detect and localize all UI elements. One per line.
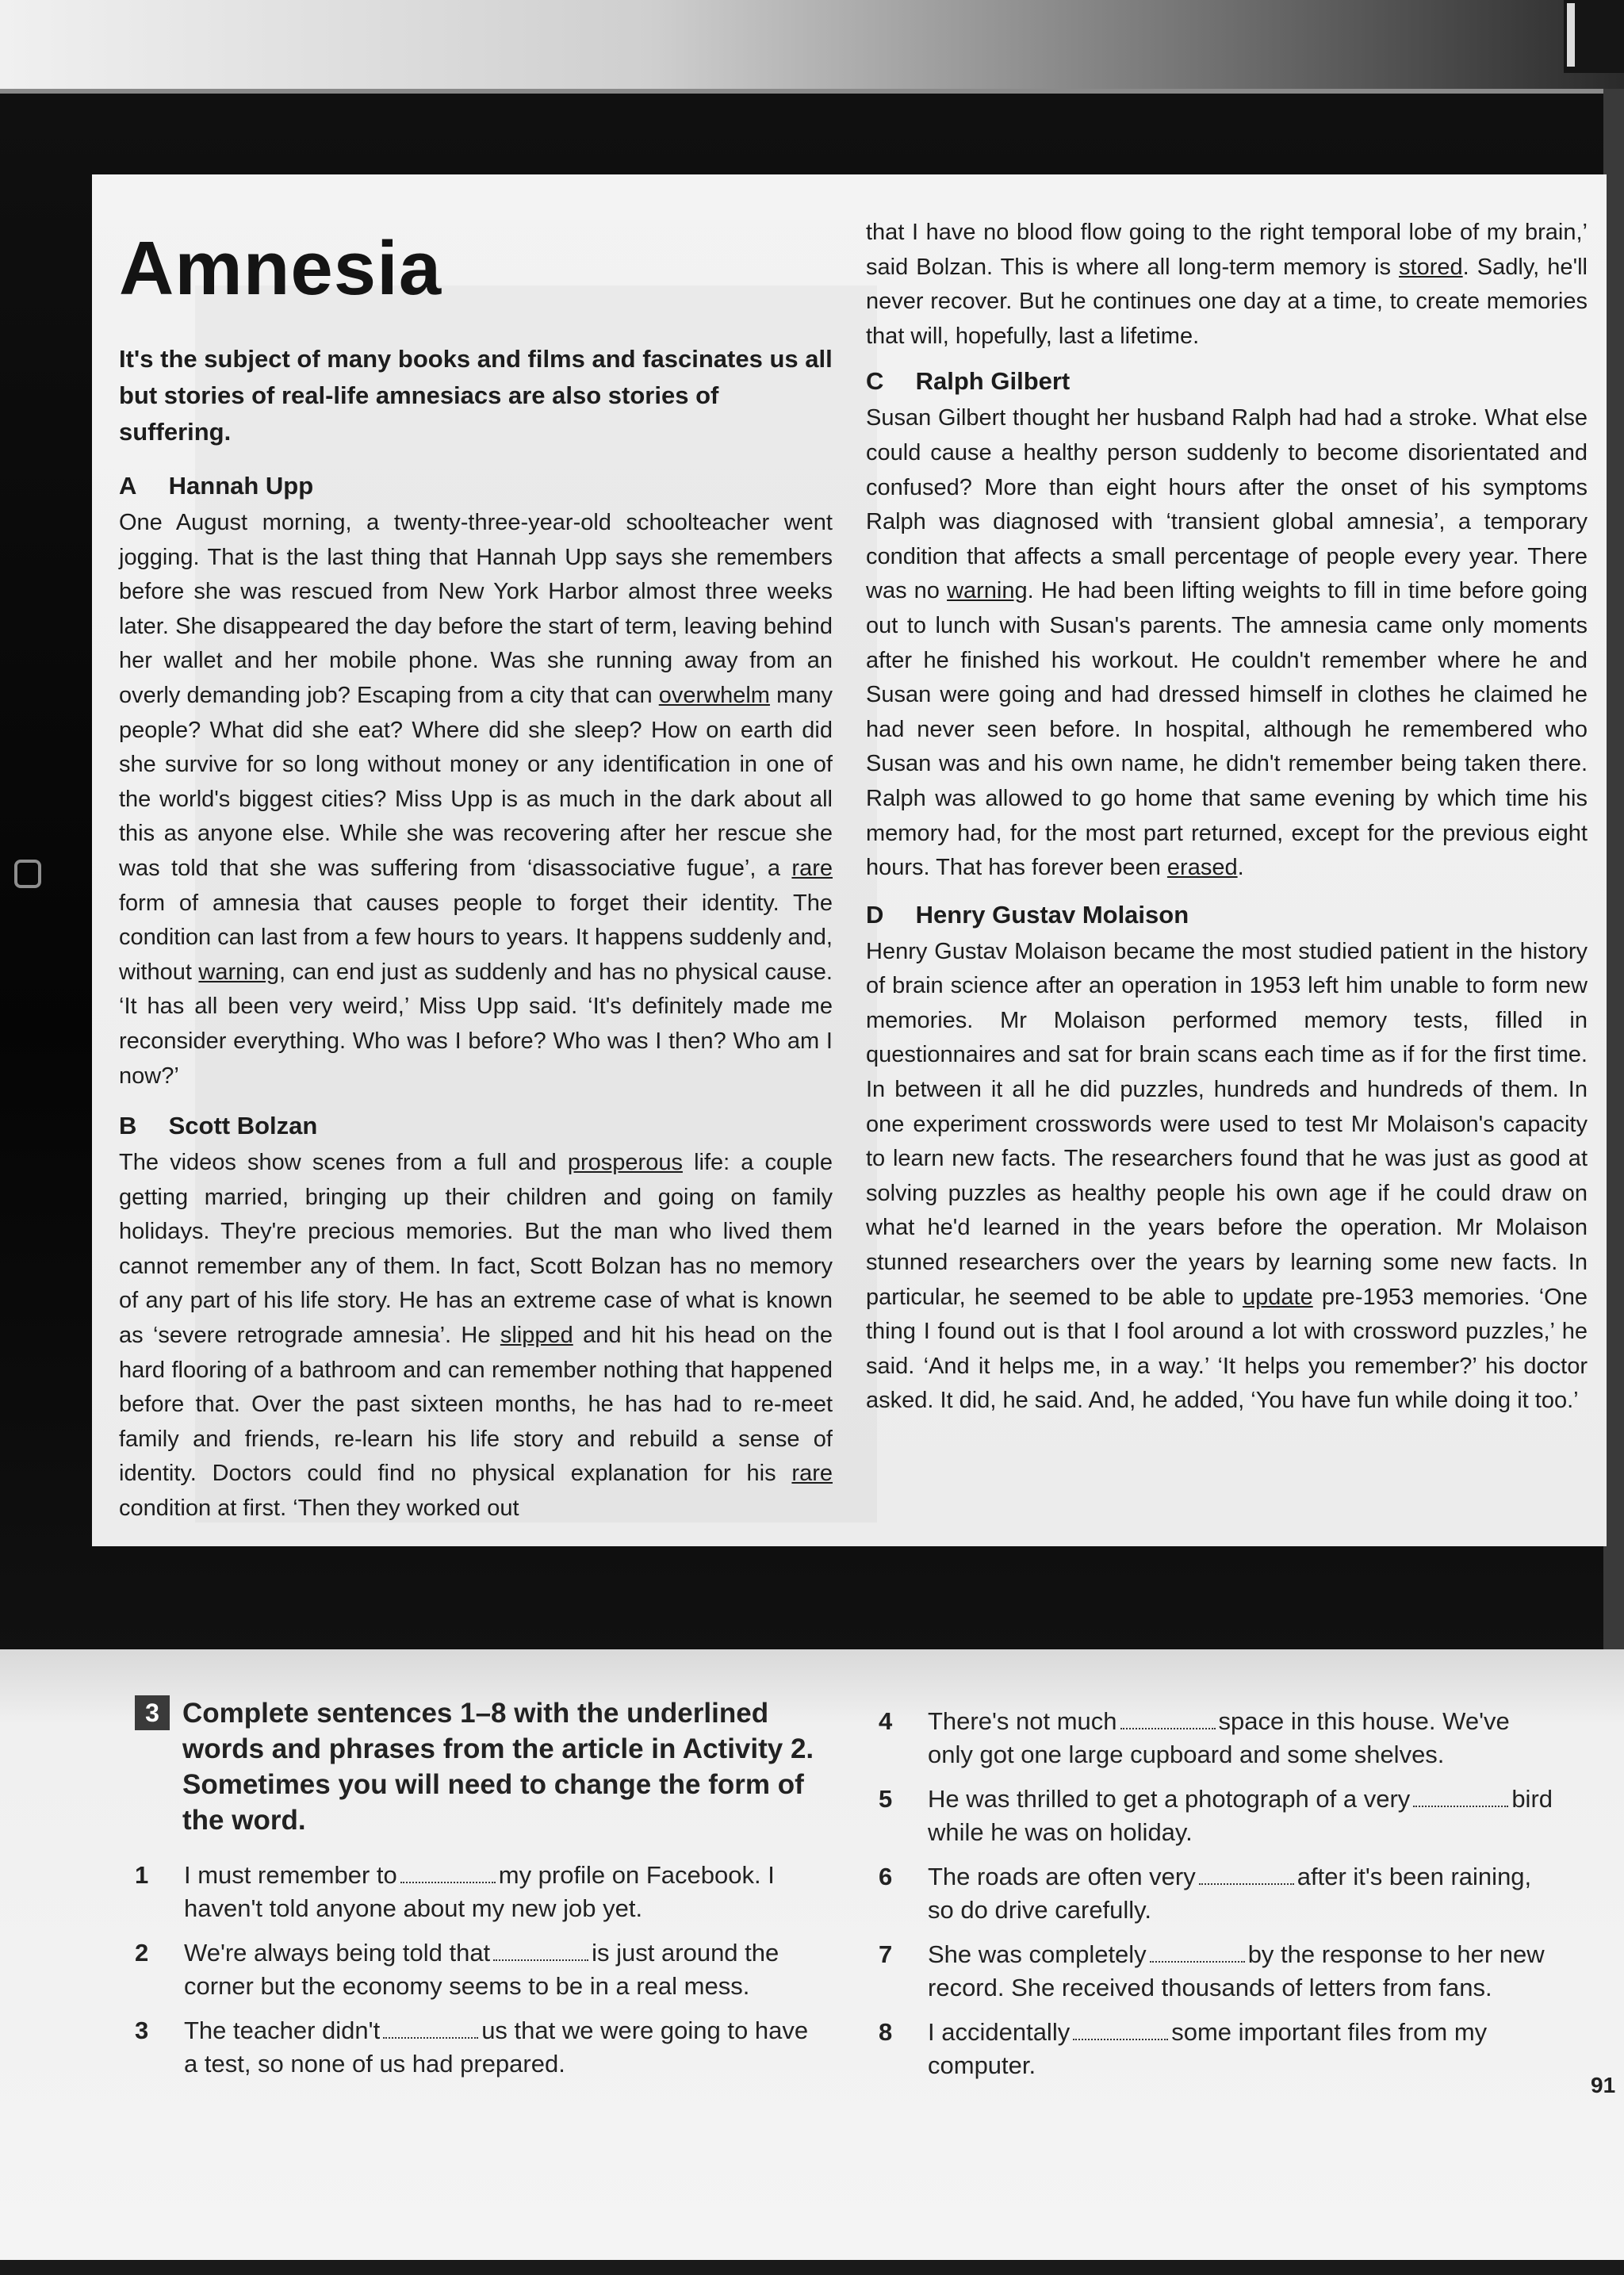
exercise-item — [135, 1936, 817, 2003]
item-text-before: We're always being told that — [184, 1939, 491, 1967]
page-bottom-edge — [0, 2260, 1624, 2275]
answer-blank[interactable] — [383, 2018, 478, 2039]
section-paragraph-b: The videos show scenes from a full and prosperous life: a couple getting married, bringing up their children and going on family holidays. They're precious memories. But the man who lived them cannot remember any of them. In fact, Scott Bolzan has no memory of any part of his life story. He has an extreme case of what is known as ‘severe retrograde amnesia’. He slipped and hit his head on the hard flooring of a bathroom and can remember nothing that happened before that. Over the past sixteen months, he has had to re-meet family and friends, re-learn his life story and rebuild a sense of identity. Doctors could find no physical explanation for his rare condition at first. ‘Then they worked out — [119, 1150, 833, 1522]
item-number: 4 — [879, 1707, 893, 1735]
item-text-after: by the response to her new record. She received thousands of letters from fans. — [928, 1940, 1545, 2001]
exercise-header — [135, 1695, 817, 1838]
item-number: 5 — [879, 1785, 893, 1813]
section-name: Henry Gustav Molaison — [915, 900, 1189, 929]
item-text-after: some important files from my computer. — [928, 2018, 1488, 2079]
item-text-before: I must remember to — [184, 1861, 397, 1889]
section-name: Ralph Gilbert — [915, 367, 1071, 396]
binder-tab-slot — [1567, 3, 1575, 67]
section-letter: D — [866, 900, 884, 929]
item-text-after: bird while he was on holiday. — [928, 1785, 1553, 1846]
item-number: 3 — [135, 2016, 149, 2044]
item-number: 8 — [879, 2018, 893, 2046]
section-paragraph-c: Susan Gilbert thought her husband Ralph had had a stroke. What else could cause a healthy person suddenly to become disorientated and confused? More than eight hours after the onset of his symptoms Ralph was diagnosed with ‘transient global amnesia’, a temporary condition that affects a small percentage of people every year. There was no warning. He had been lifting weights to fill in time before going out to lunch with Susan's parents. The amnesia came only moments after he finished his workout. He couldn't remember where he and Susan were going and had dressed himself in clothes he claimed he had never seen before. In hospital, although he remembered who Susan was and his own name, he didn't remember being taken there. Ralph was allowed to go home that same evening by which time his memory had, for the most part returned, except for the previous eight hours. That has forever been erased. — [866, 405, 1588, 881]
section-paragraph-a: One August morning, a twenty-three-year-old schoolteacher went jogging. That is the last thing that Hannah Upp says she remembers before she was rescued from New York Harbor almost three weeks later. She disappeared the day before the start of term, leaving behind her wallet and her mobile phone. Was she running away from an overly demanding job? Escaping from a city that can overwhelm many people? What did she eat? Where did she sleep? How on earth did she survive for so long without money or any identification in one of the world's biggest cities? Miss Upp is as much in the dark about all this as anyone else. While she was recovering after her rescue she was told that she was suffering from ‘disassociative fugue’, a rare form of amnesia that causes people to forget their identity. The condition can last from a few hours to years. It happens suddenly and, without warning, can end just as suddenly and has no physical cause. ‘It has all been very weird,’ Miss Upp said. ‘It's definitely made me reconsider everything. Who was I before? Who was I then? Who am I now?’ — [119, 510, 833, 1089]
answer-blank[interactable] — [400, 1863, 496, 1883]
item-text — [928, 1783, 1561, 1849]
section-name: Hannah Upp — [168, 472, 314, 500]
item-text-after: after it's been raining, so do drive carefully. — [928, 1863, 1532, 1924]
section-letter: B — [119, 1112, 137, 1140]
item-text — [184, 1859, 817, 1925]
item-text — [928, 1860, 1561, 1927]
item-text-before: I accidentally — [928, 2018, 1071, 2046]
section-heading-c — [866, 365, 1588, 398]
exercise-right-column — [879, 1705, 1561, 2093]
item-text-after: us that we were going to have a test, so none of us had prepared. — [184, 2016, 809, 2078]
page-number: 91 — [1591, 2073, 1616, 2097]
item-number: 1 — [135, 1861, 149, 1889]
tablet-screen — [92, 174, 1607, 1546]
answer-blank[interactable] — [1120, 1709, 1216, 1729]
section-heading-a — [119, 469, 833, 503]
item-text — [928, 2016, 1561, 2082]
exercise-item — [879, 1783, 1561, 1849]
item-text-after: is just around the corner but the economy seems to be in a real mess. — [184, 1939, 779, 2000]
item-number: 2 — [135, 1939, 149, 1967]
item-text — [184, 1936, 817, 2003]
answer-blank[interactable] — [1073, 2020, 1168, 2040]
exercise-item — [879, 1938, 1561, 2005]
answer-blank[interactable] — [1199, 1864, 1294, 1885]
article-right-column — [866, 216, 1588, 1430]
section-paragraph-b-continued: that I have no blood flow going to the right temporal lobe of my brain,’ said Bolzan. This is where all long-term memory is stored. Sadly, he'll never recover. But he continues one day at a time, to create memories that will, hopefully, last a lifetime. — [866, 220, 1588, 349]
exercise-instruction: Complete sentences 1–8 with the underlined words and phrases from the article in Activity 2. Sometimes you will need to change the form of the word. — [182, 1698, 814, 1836]
section-letter: A — [119, 472, 137, 500]
exercise-left-column — [135, 1695, 817, 2092]
section-heading-d — [866, 898, 1588, 932]
item-text-before: She was completely — [928, 1940, 1147, 1968]
item-text-before: The roads are often very — [928, 1863, 1196, 1890]
exercise-item — [879, 2016, 1561, 2082]
article-left-column — [119, 174, 833, 1539]
section-heading-b — [119, 1109, 833, 1143]
section-name: Scott Bolzan — [168, 1112, 318, 1140]
answer-blank[interactable] — [1150, 1942, 1245, 1963]
item-text — [184, 2014, 817, 2081]
answer-blank[interactable] — [1413, 1787, 1508, 1807]
exercise-item — [135, 2014, 817, 2081]
exercise-item — [135, 1859, 817, 1925]
section-paragraph-d: Henry Gustav Molaison became the most studied patient in the history of brain science after an operation in 1953 left him unable to form new memories. Mr Molaison performed memory tests, filled in questionnaires and sat for brain scans each time as if for the first time. In between it all he did puzzles, hundreds and hundreds of them. In one experiment crosswords were used to test Mr Molaison's capacity to learn new facts. The researchers found that he was just as good at solving puzzles as healthy people his own age if he could draw on what he'd learned in the years before the operation. Mr Molaison stunned researchers over the years by learning some new facts. In particular, he seemed to be able to update pre-1953 memories. ‘One thing I found out is that I fool around a lot with crossword puzzles,’ he said. ‘And it helps me, in a way.’ ‘It helps you remember?’ his doctor asked. It did, he said. And, he added, ‘You have fun while doing it too.’ — [866, 938, 1588, 1414]
item-text-before: There's not much — [928, 1707, 1117, 1735]
exercise-item — [879, 1860, 1561, 1927]
section-letter: C — [866, 367, 884, 396]
article-title: Amnesia — [119, 226, 442, 311]
item-text-after: space in this house. We've only got one large cupboard and some shelves. — [928, 1707, 1510, 1768]
item-text-before: The teacher didn't — [184, 2016, 381, 2044]
item-text-after: my profile on Facebook. I haven't told anyone about my new job yet. — [184, 1861, 775, 1922]
item-text — [928, 1938, 1561, 2005]
item-text — [928, 1705, 1561, 1771]
top-background — [0, 0, 1624, 89]
answer-blank[interactable] — [493, 1940, 588, 1961]
item-number: 6 — [879, 1863, 893, 1890]
item-text-before: He was thrilled to get a photograph of a very — [928, 1785, 1411, 1813]
exercise-item — [879, 1705, 1561, 1771]
exercise-number-badge: 3 — [135, 1695, 170, 1730]
item-number: 7 — [879, 1940, 893, 1968]
home-button-icon[interactable] — [14, 860, 41, 888]
article-intro: It's the subject of many books and films and fascinates us all but stories of real-life amnesiacs are also stories of suffering. — [119, 345, 833, 446]
